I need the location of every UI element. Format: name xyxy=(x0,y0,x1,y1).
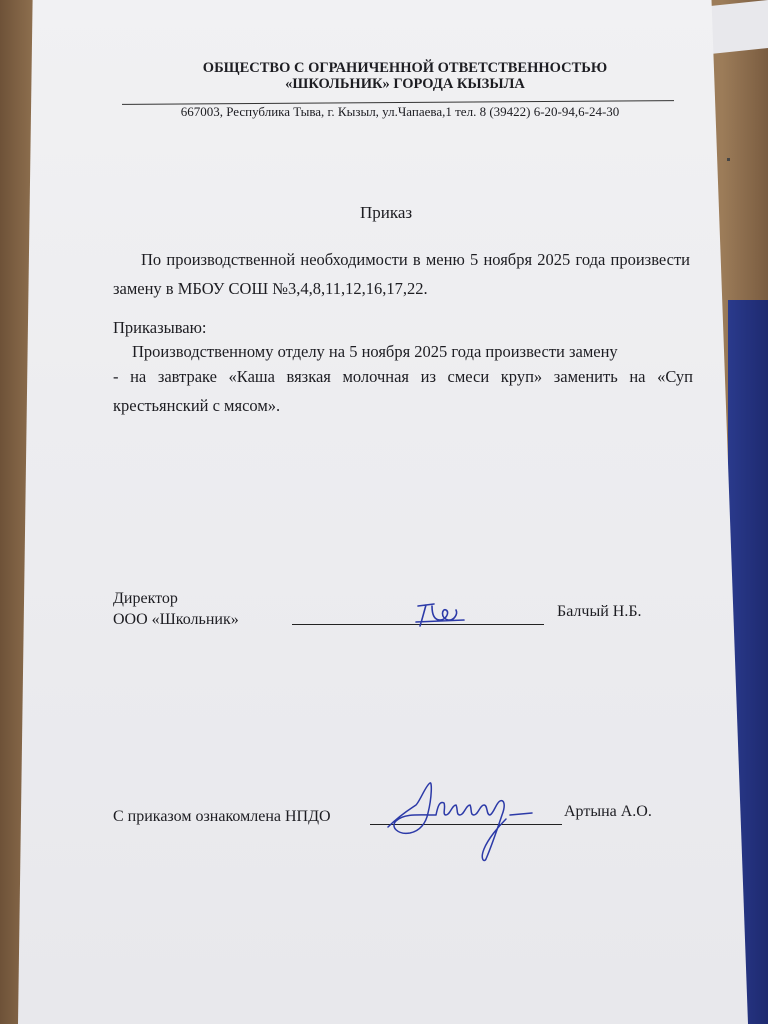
director-block xyxy=(113,588,239,630)
director-name: Балчый Н.Б. xyxy=(557,603,642,620)
director-title: Директор xyxy=(113,590,178,607)
paragraph-replacement: - на завтраке «Каша вязкая молочная из смеси круп» заменить на «Суп крестьянский с мясом». xyxy=(113,367,693,415)
acknowledgement-name: Артына А.О. xyxy=(564,803,652,820)
margin-dot xyxy=(727,158,730,161)
director-organization: ООО «Школьник» xyxy=(113,611,239,628)
director-signature-icon xyxy=(410,598,470,630)
organization-address: 667003, Республика Тыва, г. Кызыл, ул.Чапаева,1 тел. 8 (39422) 6-20-94,6-24-30 xyxy=(180,104,620,119)
paragraph-instruction: Производственному отделу на 5 ноября 2025 года произвести замену xyxy=(132,342,618,361)
paragraph-reason: По производственной необходимости в меню 5 ноября 2025 года произвести замену в МБОУ СОШ №3,4,8,11,12,16,17,22. xyxy=(113,250,690,298)
paragraph-order-word: Приказываю: xyxy=(113,318,207,337)
acknowledgement-signature-icon xyxy=(380,775,550,865)
document-title: Приказ xyxy=(360,203,413,222)
organization-name-line-1: ОБЩЕСТВО С ОГРАНИЧЕННОЙ ОТВЕТСТВЕННОСТЬЮ xyxy=(202,60,608,76)
organization-name xyxy=(160,60,650,92)
organization-name-line-2: «ШКОЛЬНИК» ГОРОДА КЫЗЫЛА xyxy=(285,76,525,92)
acknowledgement-label: С приказом ознакомлена НПДО xyxy=(113,808,331,825)
